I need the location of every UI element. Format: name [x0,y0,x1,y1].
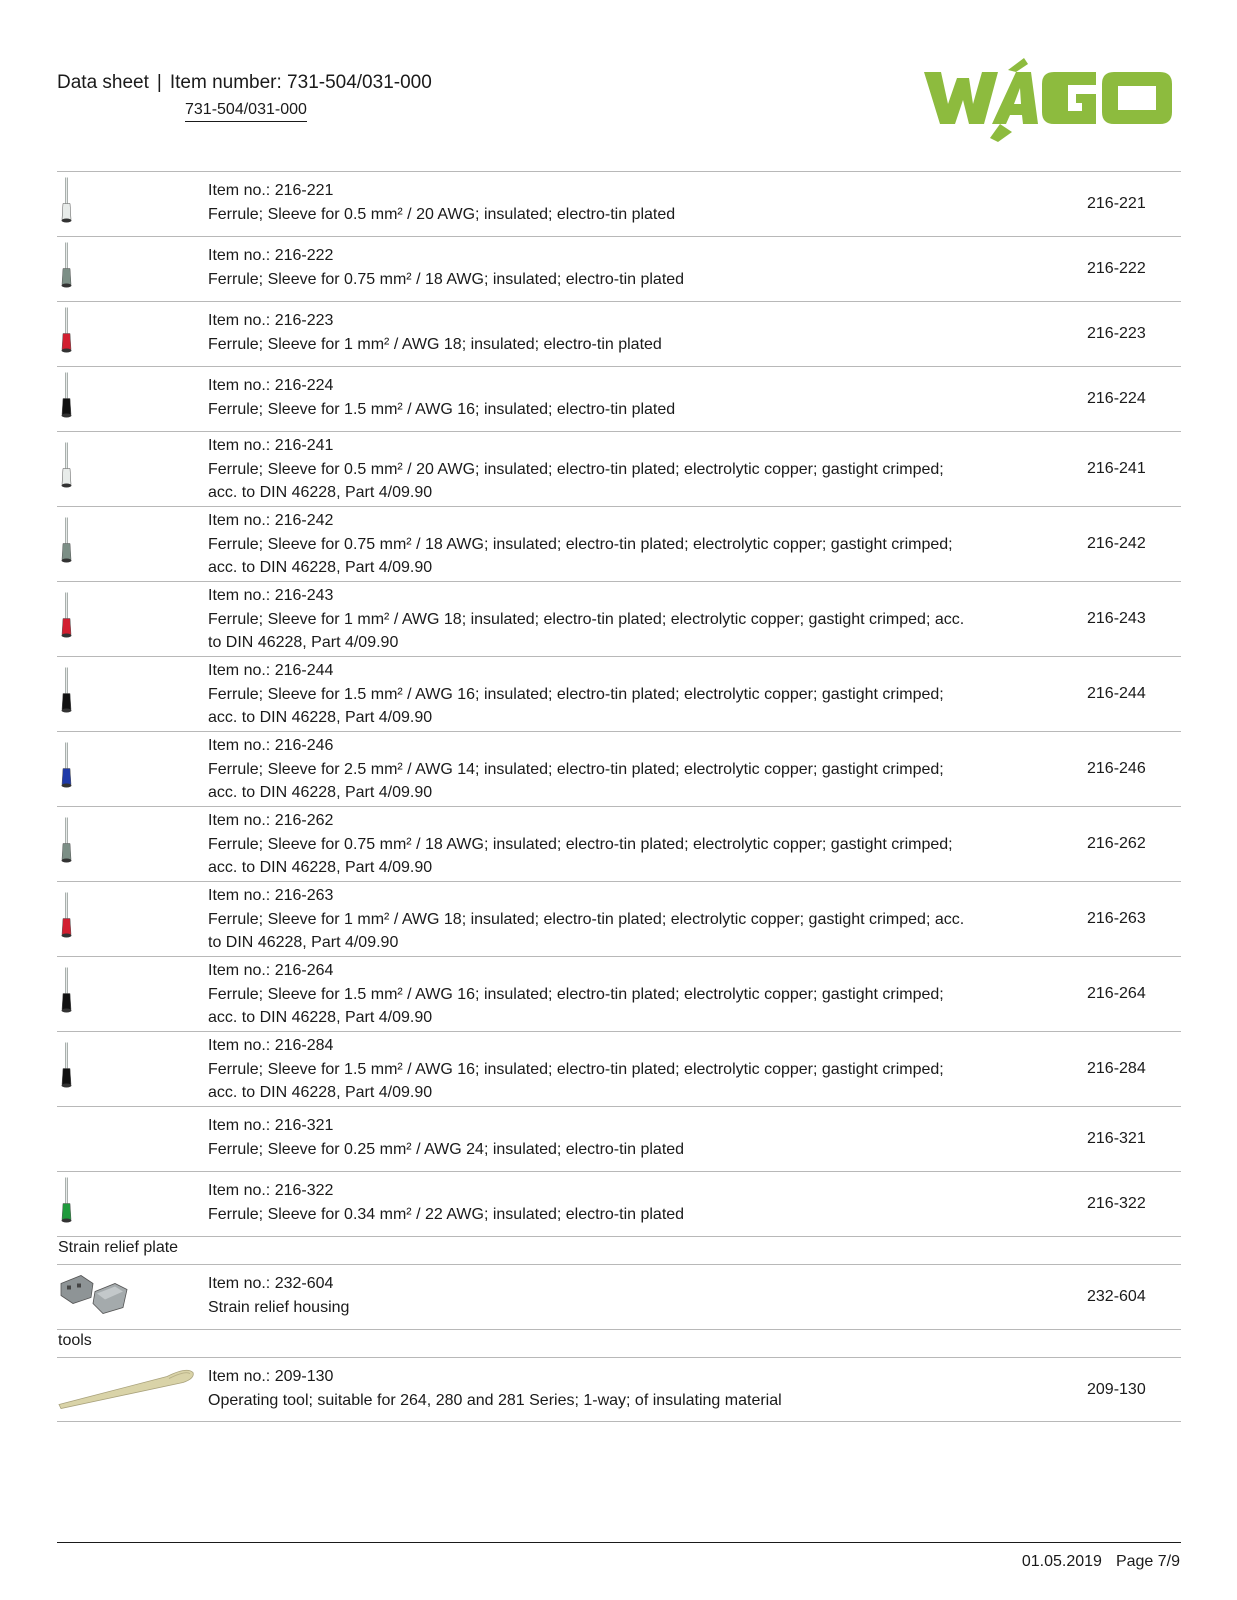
item-number: Item no.: 216-222 [208,247,334,264]
product-thumbnail [57,1265,197,1329]
table-row [57,236,1181,301]
section-label: tools [58,1332,92,1349]
wago-logo [924,58,1180,146]
item-description [208,1365,968,1412]
item-details: Ferrule; Sleeve for 1.5 mm² / AWG 16; insulated; electro-tin plated; electrolytic copper; gastight crimped; acc. to DIN 46228, Part 4/09.90 [208,985,944,1026]
item-description [208,884,968,955]
item-details: Strain relief housing [208,1298,350,1316]
section-header-row [57,1329,1181,1357]
item-details: Ferrule; Sleeve for 1 mm² / AWG 18; insulated; electro-tin plated [208,335,662,353]
item-number: Item no.: 216-242 [208,512,334,529]
item-number: Item no.: 216-223 [208,312,334,329]
table-row [57,1031,1181,1106]
item-number: Item no.: 216-321 [208,1117,334,1134]
item-code: 216-263 [1087,910,1146,927]
item-code: 216-264 [1087,985,1146,1002]
doc-type: Data sheet [57,72,149,93]
item-number: Item no.: 232-604 [208,1275,334,1292]
item-description [208,1034,968,1105]
item-code: 232-604 [1087,1288,1146,1305]
product-thumbnail [57,1032,197,1106]
item-description [208,959,968,1030]
item-description [208,659,968,730]
item-code: 216-246 [1087,760,1146,777]
item-description [208,309,968,356]
operating-tool-icon [57,1362,197,1412]
item-details: Ferrule; Sleeve for 0.5 mm² / 20 AWG; insulated; electro-tin plated; electrolytic copper; gastight crimped; acc. to DIN 46228, Part 4/09.90 [208,460,944,501]
table-row [57,956,1181,1031]
item-details: Ferrule; Sleeve for 1.5 mm² / AWG 16; insulated; electro-tin plated; electrolytic copper; gastight crimped; acc. to DIN 46228, Part 4/09.90 [208,685,944,726]
item-number-link[interactable]: 731-504/031-000 [185,101,307,122]
product-thumbnail [57,1107,197,1171]
item-description [208,509,968,580]
ferrule-icon [57,1174,97,1230]
item-details: Ferrule; Sleeve for 0.75 mm² / 18 AWG; insulated; electro-tin plated; electrolytic copper; gastight crimped; acc. to DIN 46228, Part 4/09.90 [208,835,953,876]
item-description [208,1114,968,1161]
ferrule-icon [57,889,97,945]
ferrule-icon [57,739,97,795]
section-label: Strain relief plate [58,1239,179,1256]
item-details: Ferrule; Sleeve for 0.25 mm² / AWG 24; insulated; electro-tin plated [208,1140,685,1158]
item-number: Item no.: 216-241 [208,437,334,454]
footer-date: 01.05.2019 [1021,1553,1102,1570]
item-number: Item no.: 216-224 [208,377,334,394]
ferrule-icon [57,589,97,645]
item-description [208,244,968,291]
item-number: Item no.: 216-264 [208,962,334,979]
table-row [57,431,1181,506]
item-description [208,1272,968,1319]
item-details: Operating tool; suitable for 264, 280 and 281 Series; 1-way; of insulating material [208,1391,782,1409]
ferrule-icon [57,304,97,360]
title-separator: | [156,72,162,93]
item-code: 216-241 [1087,460,1146,477]
section-header-row [57,1236,1181,1264]
item-description [208,734,968,805]
item-code: 216-321 [1087,1130,1146,1147]
item-code: 216-322 [1087,1195,1146,1212]
item-number-label: Item number: 731-504/031-000 [169,72,432,93]
product-thumbnail [57,582,197,656]
ferrule-icon [57,1039,97,1095]
page-number: Page 7/9 [1115,1553,1180,1570]
product-thumbnail [57,237,197,301]
item-details: Ferrule; Sleeve for 0.75 mm² / 18 AWG; insulated; electro-tin plated; electrolytic copper; gastight crimped; acc. to DIN 46228, Part 4/09.90 [208,535,953,576]
product-thumbnail [57,507,197,581]
ferrule-icon [57,239,97,295]
item-description [208,179,968,226]
item-number: Item no.: 216-221 [208,182,334,199]
table-row [57,656,1181,731]
table-row [57,1171,1181,1236]
item-details: Ferrule; Sleeve for 0.34 mm² / 22 AWG; insulated; electro-tin plated [208,1205,685,1223]
product-thumbnail [57,1358,197,1421]
product-thumbnail [57,172,197,236]
ferrule-icon [57,439,97,495]
page-footer [1022,1553,1180,1571]
product-thumbnail [57,1172,197,1236]
ferrule-icon [57,369,97,425]
item-code: 216-242 [1087,535,1146,552]
item-code: 216-244 [1087,685,1146,702]
item-number: Item no.: 216-243 [208,587,334,604]
item-number: Item no.: 209-130 [208,1368,334,1385]
footer-divider [57,1542,1181,1543]
page-title [57,72,432,94]
item-details: Ferrule; Sleeve for 0.75 mm² / 18 AWG; insulated; electro-tin plated [208,270,685,288]
ferrule-icon [57,964,97,1020]
table-row [57,1264,1181,1329]
product-thumbnail [57,957,197,1031]
strain-relief-icon [57,1270,137,1320]
item-details: Ferrule; Sleeve for 1.5 mm² / AWG 16; insulated; electro-tin plated [208,400,676,418]
item-description [208,584,968,655]
ferrule-icon [57,514,97,570]
item-description [208,434,968,505]
item-code: 216-221 [1087,195,1146,212]
item-number: Item no.: 216-262 [208,812,334,829]
product-thumbnail [57,367,197,431]
item-number: Item no.: 216-284 [208,1037,334,1054]
ferrule-icon [57,664,97,720]
table-row [57,731,1181,806]
item-description [208,809,968,880]
table-row [57,301,1181,366]
item-description [208,1179,968,1226]
product-thumbnail [57,302,197,366]
table-row [57,581,1181,656]
table-row [57,806,1181,881]
product-thumbnail [57,807,197,881]
item-code: 216-262 [1087,835,1146,852]
item-details: Ferrule; Sleeve for 1.5 mm² / AWG 16; insulated; electro-tin plated; electrolytic copper; gastight crimped; acc. to DIN 46228, Part 4/09.90 [208,1060,944,1101]
item-code: 216-284 [1087,1060,1146,1077]
item-number: Item no.: 216-246 [208,737,334,754]
item-details: Ferrule; Sleeve for 1 mm² / AWG 18; insulated; electro-tin plated; electrolytic copper; gastight crimped; acc. to DIN 46228, Part 4/09.90 [208,910,965,951]
item-code: 216-222 [1087,260,1146,277]
table-row [57,1357,1181,1422]
item-code: 216-224 [1087,390,1146,407]
item-description [208,374,968,421]
item-number: Item no.: 216-322 [208,1182,334,1199]
item-details: Ferrule; Sleeve for 1 mm² / AWG 18; insulated; electro-tin plated; electrolytic copper; gastight crimped; acc. to DIN 46228, Part 4/09.90 [208,610,965,651]
item-details: Ferrule; Sleeve for 0.5 mm² / 20 AWG; insulated; electro-tin plated [208,205,676,223]
table-row [57,506,1181,581]
table-row [57,881,1181,956]
product-thumbnail [57,657,197,731]
product-thumbnail [57,432,197,506]
table-row [57,366,1181,431]
item-code: 209-130 [1087,1380,1146,1398]
product-thumbnail [57,732,197,806]
item-number: Item no.: 216-263 [208,887,334,904]
product-thumbnail [57,882,197,956]
ferrule-icon [57,814,97,870]
item-code: 216-223 [1087,325,1146,342]
item-number: Item no.: 216-244 [208,662,334,679]
item-code: 216-243 [1087,610,1146,627]
ferrule-icon [57,174,97,230]
table-row [57,171,1181,236]
item-details: Ferrule; Sleeve for 2.5 mm² / AWG 14; insulated; electro-tin plated; electrolytic copper; gastight crimped; acc. to DIN 46228, Part 4/09.90 [208,760,944,801]
accessories-table [57,171,1181,1422]
table-row [57,1106,1181,1171]
